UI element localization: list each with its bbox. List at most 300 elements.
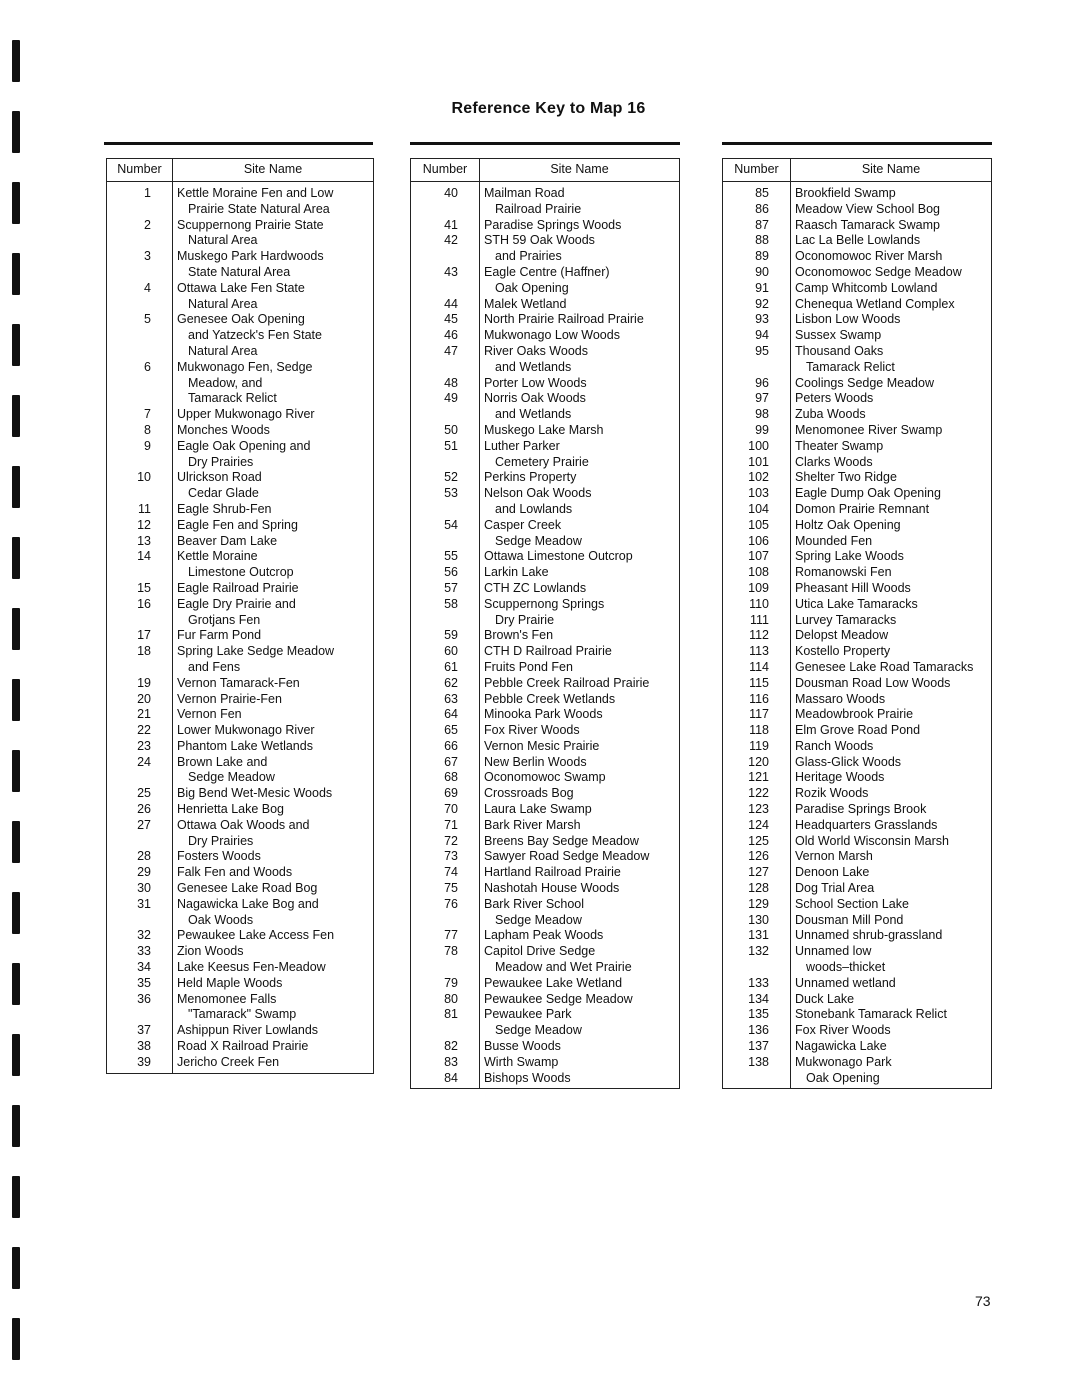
- site-name: [480, 755, 680, 771]
- table-row: [723, 486, 992, 502]
- site-name: [480, 707, 680, 723]
- binding-hole: [12, 1247, 20, 1289]
- site-number: 96: [723, 376, 791, 392]
- site-name: [791, 1007, 992, 1023]
- table-row: [411, 470, 680, 486]
- site-name-line: New Berlin Woods: [484, 754, 587, 769]
- site-name: [173, 281, 374, 313]
- site-name: [480, 770, 680, 786]
- site-name: [173, 644, 374, 676]
- table-row: [107, 581, 374, 597]
- table-row: [107, 707, 374, 723]
- site-name-continuation: Sedge Meadow: [495, 912, 582, 927]
- site-name-continuation: Prairie State Natural Area: [188, 201, 330, 216]
- site-number: 71: [411, 818, 480, 834]
- site-name-line: School Section Lake: [795, 896, 909, 911]
- site-name: [480, 976, 680, 992]
- site-number: 94: [723, 328, 791, 344]
- binding-hole: [12, 1318, 20, 1360]
- site-number: 76: [411, 897, 480, 929]
- site-name-line: Hartland Railroad Prairie: [484, 865, 621, 880]
- site-number: 7: [107, 407, 173, 423]
- site-name-continuation: Meadow and Wet Prairie: [495, 960, 632, 975]
- site-name: [791, 518, 992, 534]
- site-number: 47: [411, 344, 480, 376]
- site-name-continuation: and Wetlands: [495, 407, 572, 422]
- site-name: [480, 391, 680, 423]
- site-name: [791, 1023, 992, 1039]
- site-name: [173, 182, 374, 218]
- site-name-line: Oconomowoc Swamp: [484, 770, 606, 785]
- site-number: 16: [107, 597, 173, 629]
- table-row: [411, 770, 680, 786]
- site-name: [173, 786, 374, 802]
- site-name: [480, 328, 680, 344]
- table-row: [723, 676, 992, 692]
- site-name: [173, 581, 374, 597]
- table-row: [411, 328, 680, 344]
- site-name-line: Capitol Drive Sedge: [484, 944, 596, 959]
- site-name-line: Held Maple Woods: [177, 975, 283, 990]
- site-name: [791, 534, 992, 550]
- site-number: 41: [411, 218, 480, 234]
- site-name: [480, 549, 680, 565]
- site-name-line: Glass-Glick Woods: [795, 754, 902, 769]
- site-number: 32: [107, 928, 173, 944]
- table-row: [107, 628, 374, 644]
- site-name: [791, 486, 992, 502]
- site-number: 91: [723, 281, 791, 297]
- site-name: [173, 707, 374, 723]
- site-name-line: Clarks Woods: [795, 454, 873, 469]
- header-site-name: Site Name: [480, 159, 680, 182]
- site-name-line: Falk Fen and Woods: [177, 865, 293, 880]
- table-row: [107, 960, 374, 976]
- site-name: [480, 297, 680, 313]
- site-name: [791, 265, 992, 281]
- site-number: 89: [723, 249, 791, 265]
- site-name-continuation: Natural Area: [188, 343, 258, 358]
- site-name: [173, 676, 374, 692]
- site-number: 121: [723, 770, 791, 786]
- site-name: [791, 312, 992, 328]
- table-row: [107, 723, 374, 739]
- table-row: [411, 297, 680, 313]
- site-name: [480, 818, 680, 834]
- site-number: 83: [411, 1055, 480, 1071]
- site-name: [791, 182, 992, 202]
- site-name: [791, 786, 992, 802]
- site-name-line: Paradise Springs Woods: [484, 217, 622, 232]
- site-name: [173, 249, 374, 281]
- site-name-line: Ulrickson Road: [177, 470, 262, 485]
- site-name: [173, 755, 374, 787]
- binding-hole: [12, 182, 20, 224]
- site-name: [791, 1055, 992, 1089]
- table-row: [723, 628, 992, 644]
- table-row: [723, 723, 992, 739]
- site-name: [173, 534, 374, 550]
- table-row: [107, 423, 374, 439]
- site-name-line: Mounded Fen: [795, 533, 873, 548]
- site-number: 6: [107, 360, 173, 407]
- site-number: 132: [723, 944, 791, 976]
- site-number: 122: [723, 786, 791, 802]
- site-name: [480, 928, 680, 944]
- table-row: [107, 182, 374, 218]
- table-row: [107, 312, 374, 359]
- table-row: [411, 660, 680, 676]
- table-row: [411, 1039, 680, 1055]
- table-row: [723, 644, 992, 660]
- table-row: [723, 502, 992, 518]
- site-name: [173, 407, 374, 423]
- site-name-line: Kettle Moraine Fen and Low: [177, 186, 334, 200]
- site-name-line: Upper Mukwonago River: [177, 407, 315, 422]
- site-name-line: Pheasant Hill Woods: [795, 580, 911, 595]
- binding-hole: [12, 537, 20, 579]
- table-row: [723, 518, 992, 534]
- site-number: 64: [411, 707, 480, 723]
- table-row: [411, 1071, 680, 1089]
- site-name: [791, 597, 992, 613]
- site-number: 20: [107, 692, 173, 708]
- site-number: 84: [411, 1071, 480, 1089]
- table-row: [107, 897, 374, 929]
- site-number: 51: [411, 439, 480, 471]
- site-name: [480, 692, 680, 708]
- site-name: [791, 233, 992, 249]
- site-number: 86: [723, 202, 791, 218]
- site-name: [480, 376, 680, 392]
- site-name-line: Headquarters Grasslands: [795, 817, 938, 832]
- site-name: [791, 455, 992, 471]
- site-name: [480, 233, 680, 265]
- site-number: 14: [107, 549, 173, 581]
- site-number: 130: [723, 913, 791, 929]
- site-name: [791, 297, 992, 313]
- binding-hole: [12, 892, 20, 934]
- table-row: [723, 470, 992, 486]
- reference-table-2: [410, 158, 680, 1089]
- site-name-line: Kettle Moraine: [177, 549, 258, 564]
- table-row: [411, 644, 680, 660]
- binding-hole: [12, 1176, 20, 1218]
- site-name: [173, 897, 374, 929]
- site-name-line: Paradise Springs Brook: [795, 802, 927, 817]
- site-name: [480, 1039, 680, 1055]
- site-name: [173, 423, 374, 439]
- site-number: 22: [107, 723, 173, 739]
- site-name: [791, 944, 992, 976]
- table-row: [723, 1023, 992, 1039]
- site-name: [791, 644, 992, 660]
- table-row: [723, 265, 992, 281]
- table-row: [107, 1023, 374, 1039]
- site-name: [173, 692, 374, 708]
- site-number: 128: [723, 881, 791, 897]
- site-name: [791, 549, 992, 565]
- site-name-line: Norris Oak Woods: [484, 391, 586, 406]
- site-number: 44: [411, 297, 480, 313]
- table-row: [107, 249, 374, 281]
- table-row: [723, 913, 992, 929]
- site-name: [791, 407, 992, 423]
- site-number: 136: [723, 1023, 791, 1039]
- site-number: 99: [723, 423, 791, 439]
- site-name-line: Nelson Oak Woods: [484, 486, 592, 501]
- site-name: [480, 1055, 680, 1071]
- site-name: [173, 865, 374, 881]
- table-row: [723, 660, 992, 676]
- site-name: [480, 1007, 680, 1039]
- site-name: [480, 518, 680, 550]
- site-name-line: Minooka Park Woods: [484, 707, 603, 722]
- header-number: Number: [411, 159, 480, 182]
- reference-table-1: [106, 158, 374, 1074]
- site-number: 118: [723, 723, 791, 739]
- site-name: [173, 360, 374, 407]
- site-name: [173, 1023, 374, 1039]
- site-name: [173, 944, 374, 960]
- site-name-line: Ottawa Lake Fen State: [177, 280, 305, 295]
- site-number: 62: [411, 676, 480, 692]
- site-name: [480, 944, 680, 976]
- site-name: [791, 218, 992, 234]
- site-name-line: Ashippun River Lowlands: [177, 1023, 319, 1038]
- site-name: [173, 992, 374, 1024]
- site-name: [791, 391, 992, 407]
- site-name: [480, 786, 680, 802]
- site-number: 26: [107, 802, 173, 818]
- site-name-line: Eagle Dump Oak Opening: [795, 486, 941, 501]
- site-name: [480, 865, 680, 881]
- site-name-line: Scuppernong Springs: [484, 596, 605, 611]
- site-number: 48: [411, 376, 480, 392]
- table-row: [107, 786, 374, 802]
- site-name-continuation: Oak Opening: [806, 1070, 880, 1085]
- site-number: 75: [411, 881, 480, 897]
- table-row: [723, 423, 992, 439]
- site-name: [173, 1039, 374, 1055]
- table-row: [107, 676, 374, 692]
- site-name: [173, 802, 374, 818]
- binding-hole: [12, 963, 20, 1005]
- site-number: 29: [107, 865, 173, 881]
- site-number: 59: [411, 628, 480, 644]
- site-number: 81: [411, 1007, 480, 1039]
- site-name-line: Kostello Property: [795, 644, 891, 659]
- site-name: [173, 818, 374, 850]
- site-name: [791, 439, 992, 455]
- site-number: 87: [723, 218, 791, 234]
- site-name: [480, 470, 680, 486]
- table-row: [723, 534, 992, 550]
- table-row: [723, 565, 992, 581]
- table-row: [723, 1039, 992, 1055]
- site-name: [480, 660, 680, 676]
- site-name: [480, 628, 680, 644]
- site-number: 66: [411, 739, 480, 755]
- site-name-line: Fox River Woods: [795, 1023, 891, 1038]
- site-number: 12: [107, 518, 173, 534]
- site-name-line: Menomonee Falls: [177, 991, 277, 1006]
- table-row: [107, 802, 374, 818]
- site-name-line: Meadowbrook Prairie: [795, 707, 914, 722]
- site-number: 5: [107, 312, 173, 359]
- site-number: 90: [723, 265, 791, 281]
- site-name-line: Bishops Woods: [484, 1070, 571, 1085]
- site-number: 137: [723, 1039, 791, 1055]
- site-name: [791, 849, 992, 865]
- site-name-line: Oconomowoc River Marsh: [795, 249, 943, 264]
- reference-table-3: [722, 158, 992, 1089]
- site-name-line: Vernon Marsh: [795, 849, 873, 864]
- site-name-continuation: Tamarack Relict: [806, 359, 895, 374]
- site-name: [480, 676, 680, 692]
- site-name: [791, 692, 992, 708]
- table-row: [107, 692, 374, 708]
- table-row: [411, 423, 680, 439]
- site-name-line: Fur Farm Pond: [177, 628, 262, 643]
- site-name: [791, 249, 992, 265]
- table-row: [723, 976, 992, 992]
- table-row: [723, 881, 992, 897]
- site-name-line: Luther Parker: [484, 438, 560, 453]
- site-number: 102: [723, 470, 791, 486]
- header-number: Number: [107, 159, 173, 182]
- site-name-continuation: "Tamarack" Swamp: [188, 1007, 297, 1022]
- site-name-line: Muskego Lake Marsh: [484, 422, 604, 437]
- site-name-line: Laura Lake Swamp: [484, 802, 592, 817]
- site-number: 120: [723, 755, 791, 771]
- site-name-line: Holtz Oak Opening: [795, 517, 901, 532]
- site-number: 95: [723, 344, 791, 376]
- site-number: 74: [411, 865, 480, 881]
- table-row: [723, 1007, 992, 1023]
- table-row: [411, 486, 680, 518]
- site-name-continuation: Sedge Meadow: [188, 770, 275, 785]
- site-name-line: CTH D Railroad Prairie: [484, 644, 612, 659]
- site-name-line: Massaro Woods: [795, 691, 886, 706]
- site-number: 33: [107, 944, 173, 960]
- site-number: 1: [107, 182, 173, 218]
- site-name: [480, 881, 680, 897]
- site-name-continuation: Railroad Prairie: [495, 201, 582, 216]
- site-number: 46: [411, 328, 480, 344]
- binding-hole: [12, 466, 20, 508]
- site-name-line: Chenequa Wetland Complex: [795, 296, 955, 311]
- site-number: 56: [411, 565, 480, 581]
- site-name-continuation: Cemetery Prairie: [495, 454, 589, 469]
- site-name-line: Rozik Woods: [795, 786, 869, 801]
- site-name: [791, 723, 992, 739]
- table-row: [723, 818, 992, 834]
- site-name-line: Peters Woods: [795, 391, 874, 406]
- table-row: [723, 1055, 992, 1089]
- site-name-continuation: and Prairies: [495, 249, 562, 264]
- site-name: [480, 344, 680, 376]
- table-row: [411, 786, 680, 802]
- binding-hole: [12, 750, 20, 792]
- site-name-line: Porter Low Woods: [484, 375, 587, 390]
- site-number: 57: [411, 581, 480, 597]
- table-row: [411, 723, 680, 739]
- site-number: 119: [723, 739, 791, 755]
- site-name: [173, 218, 374, 250]
- table-row: [411, 992, 680, 1008]
- site-number: 82: [411, 1039, 480, 1055]
- site-name: [173, 597, 374, 629]
- table-row: [107, 992, 374, 1024]
- site-name-line: Eagle Fen and Spring: [177, 517, 298, 532]
- table-row: [107, 865, 374, 881]
- site-name: [791, 470, 992, 486]
- site-number: 77: [411, 928, 480, 944]
- site-number: 101: [723, 455, 791, 471]
- table-row: [411, 818, 680, 834]
- table-row: [411, 344, 680, 376]
- site-name-line: Crossroads Bog: [484, 786, 574, 801]
- site-name-line: Brown Lake and: [177, 754, 268, 769]
- site-number: 43: [411, 265, 480, 297]
- site-name-line: Larkin Lake: [484, 565, 549, 580]
- site-number: 42: [411, 233, 480, 265]
- table-row: [723, 344, 992, 376]
- site-name: [480, 581, 680, 597]
- binding-hole: [12, 324, 20, 366]
- site-number: 123: [723, 802, 791, 818]
- site-name-line: Wirth Swamp: [484, 1054, 559, 1069]
- site-number: 19: [107, 676, 173, 692]
- site-name: [173, 849, 374, 865]
- site-name: [173, 739, 374, 755]
- site-name-line: Pewaukee Sedge Meadow: [484, 991, 633, 1006]
- site-name-line: Phantom Lake Wetlands: [177, 738, 313, 753]
- table-row: [411, 376, 680, 392]
- table-row: [411, 218, 680, 234]
- site-name-line: Denoon Lake: [795, 865, 870, 880]
- site-name-line: Dousman Road Low Woods: [795, 675, 951, 690]
- site-number: 135: [723, 1007, 791, 1023]
- site-name: [480, 992, 680, 1008]
- site-name-line: Raasch Tamarack Swamp: [795, 217, 940, 232]
- site-number: 115: [723, 676, 791, 692]
- site-name-line: Duck Lake: [795, 991, 855, 1006]
- site-number: 110: [723, 597, 791, 613]
- table-row: [107, 407, 374, 423]
- site-number: 107: [723, 549, 791, 565]
- site-name-line: Thousand Oaks: [795, 343, 884, 358]
- table-row: [723, 849, 992, 865]
- site-name-line: Heritage Woods: [795, 770, 885, 785]
- table-row: [723, 755, 992, 771]
- table-row: [107, 944, 374, 960]
- site-name: [791, 913, 992, 929]
- site-number: 38: [107, 1039, 173, 1055]
- site-name: [791, 897, 992, 913]
- site-name: [791, 502, 992, 518]
- site-name: [791, 628, 992, 644]
- site-name-continuation: Sedge Meadow: [495, 533, 582, 548]
- site-name-line: Henrietta Lake Bog: [177, 802, 285, 817]
- table-row: [723, 707, 992, 723]
- site-name-line: Lurvey Tamaracks: [795, 612, 897, 627]
- table-row: [107, 644, 374, 676]
- site-name-line: Sawyer Road Sedge Meadow: [484, 849, 650, 864]
- site-name-continuation: and Yatzeck's Fen State: [188, 328, 322, 343]
- site-number: 65: [411, 723, 480, 739]
